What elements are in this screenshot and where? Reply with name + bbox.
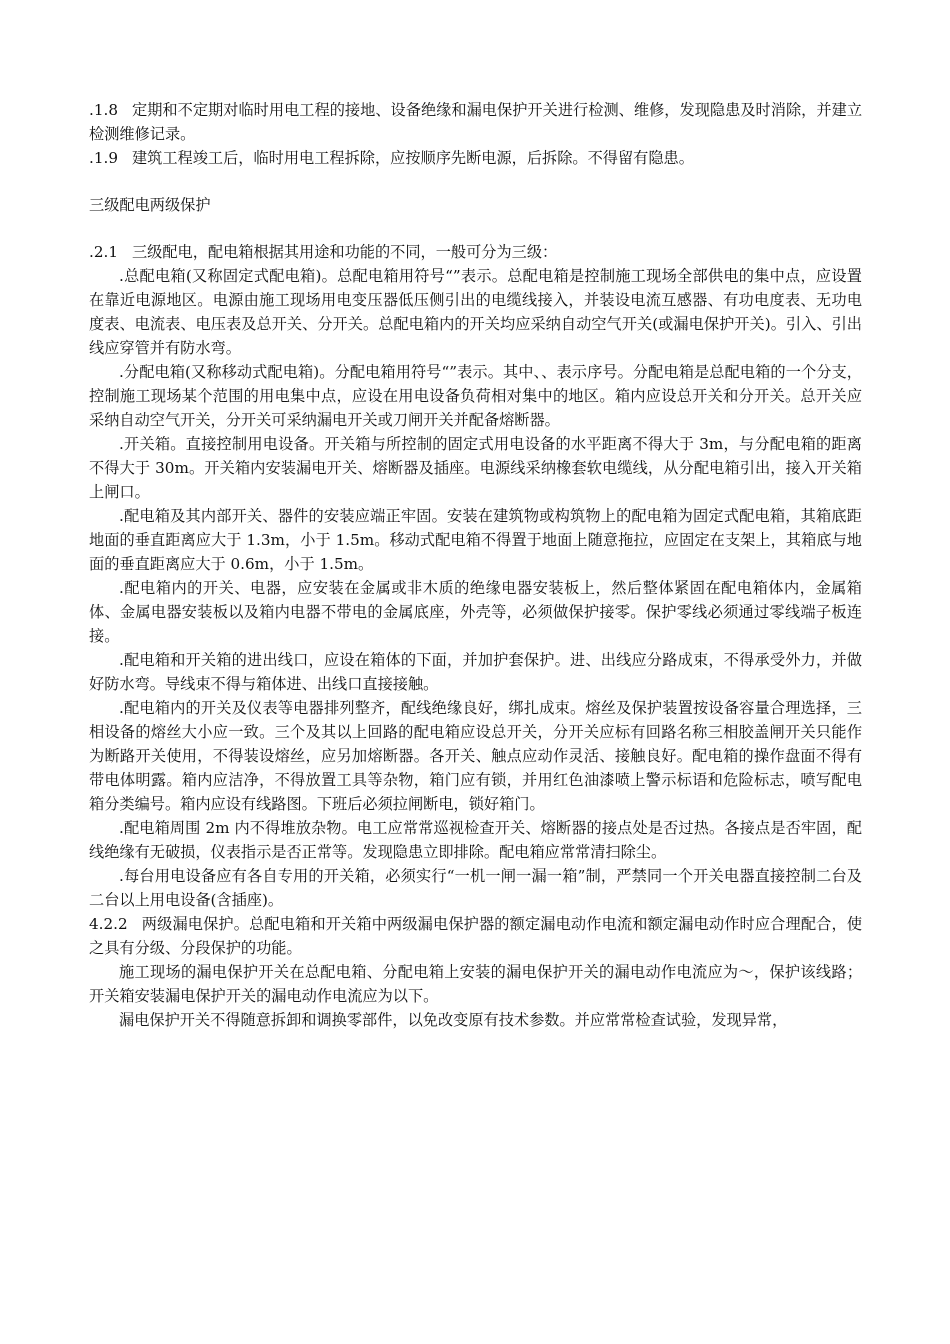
paragraph: .配电箱内的开关、电器，应安装在金属或非木质的绝缘电器安装板上，然后整体紧固在配电箱体内，金属箱体、金属电器安装板以及箱内电器不带电的金属底座，外壳等，必须做保护接零。保护零线必须通过零线端子板连接。 — [89, 579, 862, 645]
section-text: 两级漏电保护。总配电箱和开关箱中两级漏电保护器的额定漏电动作电流和额定漏电动作时应合理配合，使之具有分级、分段保护的功能。 — [89, 915, 862, 957]
paragraph: .开关箱。直接控制用电设备。开关箱与所控制的固定式用电设备的水平距离不得大于 3m，与分配电箱的距离不得大于 30m。开关箱内安装漏电开关、熔断器及插座。电源线采纳橡套软电缆线，从分配电箱引出，接入开关箱上闸口。 — [89, 435, 862, 501]
spacer — [89, 217, 862, 240]
paragraph: .配电箱周围 2m 内不得堆放杂物。电工应常常巡视检查开关、熔断器的接点处是否过热。各接点是否牢固，配线绝缘有无破损，仪表指示是否正常等。发现隐患立即排除。配电箱应常常清扫除尘。 — [89, 819, 862, 861]
paragraph: 施工现场的漏电保护开关在总配电箱、分配电箱上安装的漏电保护开关的漏电动作电流应为～，保护该线路；开关箱安装漏电保护开关的漏电动作电流应为以下。 — [89, 963, 862, 1005]
paragraph: 漏电保护开关不得随意拆卸和调换零部件，以免改变原有技术参数。并应常常检查试验，发现异常， — [119, 1011, 788, 1029]
section-4-2-2 — [89, 912, 862, 960]
paragraph: .每台用电设备应有各自专用的开关箱，必须实行“一机一闸一漏一箱”制，严禁同一个开关电器直接控制二台及二台以上用电设备(含插座)。 — [89, 867, 862, 909]
section-text: 建筑工程竣工后，临时用电工程拆除，应按顺序先断电源，后拆除。不得留有隐患。 — [131, 149, 694, 167]
section-1-9 — [89, 146, 862, 170]
paragraph: .配电箱及其内部开关、器件的安装应端正牢固。安装在建筑物或构筑物上的配电箱为固定式配电箱，其箱底距地面的垂直距离应大于 1.3m，小于 1.5m。移动式配电箱不得置于地面上随意拖拉，应固定在支架上，其箱底与地面的垂直距离应大于 0.6m，小于 1.5m。 — [89, 507, 862, 573]
paragraph: .分配电箱(又称移动式配电箱)。分配电箱用符号“”表示。其中、、表示序号。分配电箱是总配电箱的一个分支，控制施工现场某个范围的用电集中点，应设在用电设备负荷相对集中的地区。箱内应设总开关和分开关。总开关应采纳自动空气开关，分开关可采纳漏电开关或刀闸开关并配备熔断器。 — [89, 363, 862, 429]
section-number: 4.2.2 — [89, 915, 128, 933]
paragraph: .配电箱内的开关及仪表等电器排列整齐，配线绝缘良好，绑扎成束。熔丝及保护装置按设备容量合理选择，三相设备的熔丝大小应一致。三个及其以上回路的配电箱应设总开关，分开关应标有回路名称三相胶盖闸开关只能作为断路开关使用，不得装设熔丝，应另加熔断器。各开关、触点应动作灵活、接触良好。配电箱的操作盘面不得有带电体明露。箱内应洁净，不得放置工具等杂物，箱门应有锁，并用红色油漆喷上警示标语和危险标志，喷写配电箱分类编号。箱内应设有线路图。下班后必须拉闸断电，锁好箱门。 — [89, 699, 862, 813]
section-2-1 — [89, 240, 862, 264]
section-1-8 — [89, 98, 862, 146]
section-number: .2.1 — [89, 243, 118, 261]
section-number: .1.8 — [89, 101, 118, 119]
section-text: 三级配电，配电箱根据其用途和功能的不同，一般可分为三级： — [131, 243, 558, 261]
section-number: .1.9 — [89, 149, 118, 167]
paragraph: .配电箱和开关箱的进出线口，应设在箱体的下面，并加护套保护。进、出线应分路成束，不得承受外力，并做好防水弯。导线束不得与箱体进、出线口直接接触。 — [89, 651, 862, 693]
paragraph: .总配电箱(又称固定式配电箱)。总配电箱用符号“”表示。总配电箱是控制施工现场全部供电的集中点，应设置在靠近电源地区。电源由施工现场用电变压器低压侧引出的电缆线接入，并装设电流互感器、有功电度表、无功电度表、电流表、电压表及总开关、分开关。总配电箱内的开关均应采纳自动空气开关(或漏电保护开关)。引入、引出线应穿管并有防水弯。 — [89, 267, 862, 357]
section-heading: 三级配电两级保护 — [89, 196, 211, 214]
spacer — [89, 170, 862, 193]
section-text: 定期和不定期对临时用电工程的接地、设备绝缘和漏电保护开关进行检测、维修，发现隐患及时消除，并建立检测维修记录。 — [89, 101, 862, 143]
